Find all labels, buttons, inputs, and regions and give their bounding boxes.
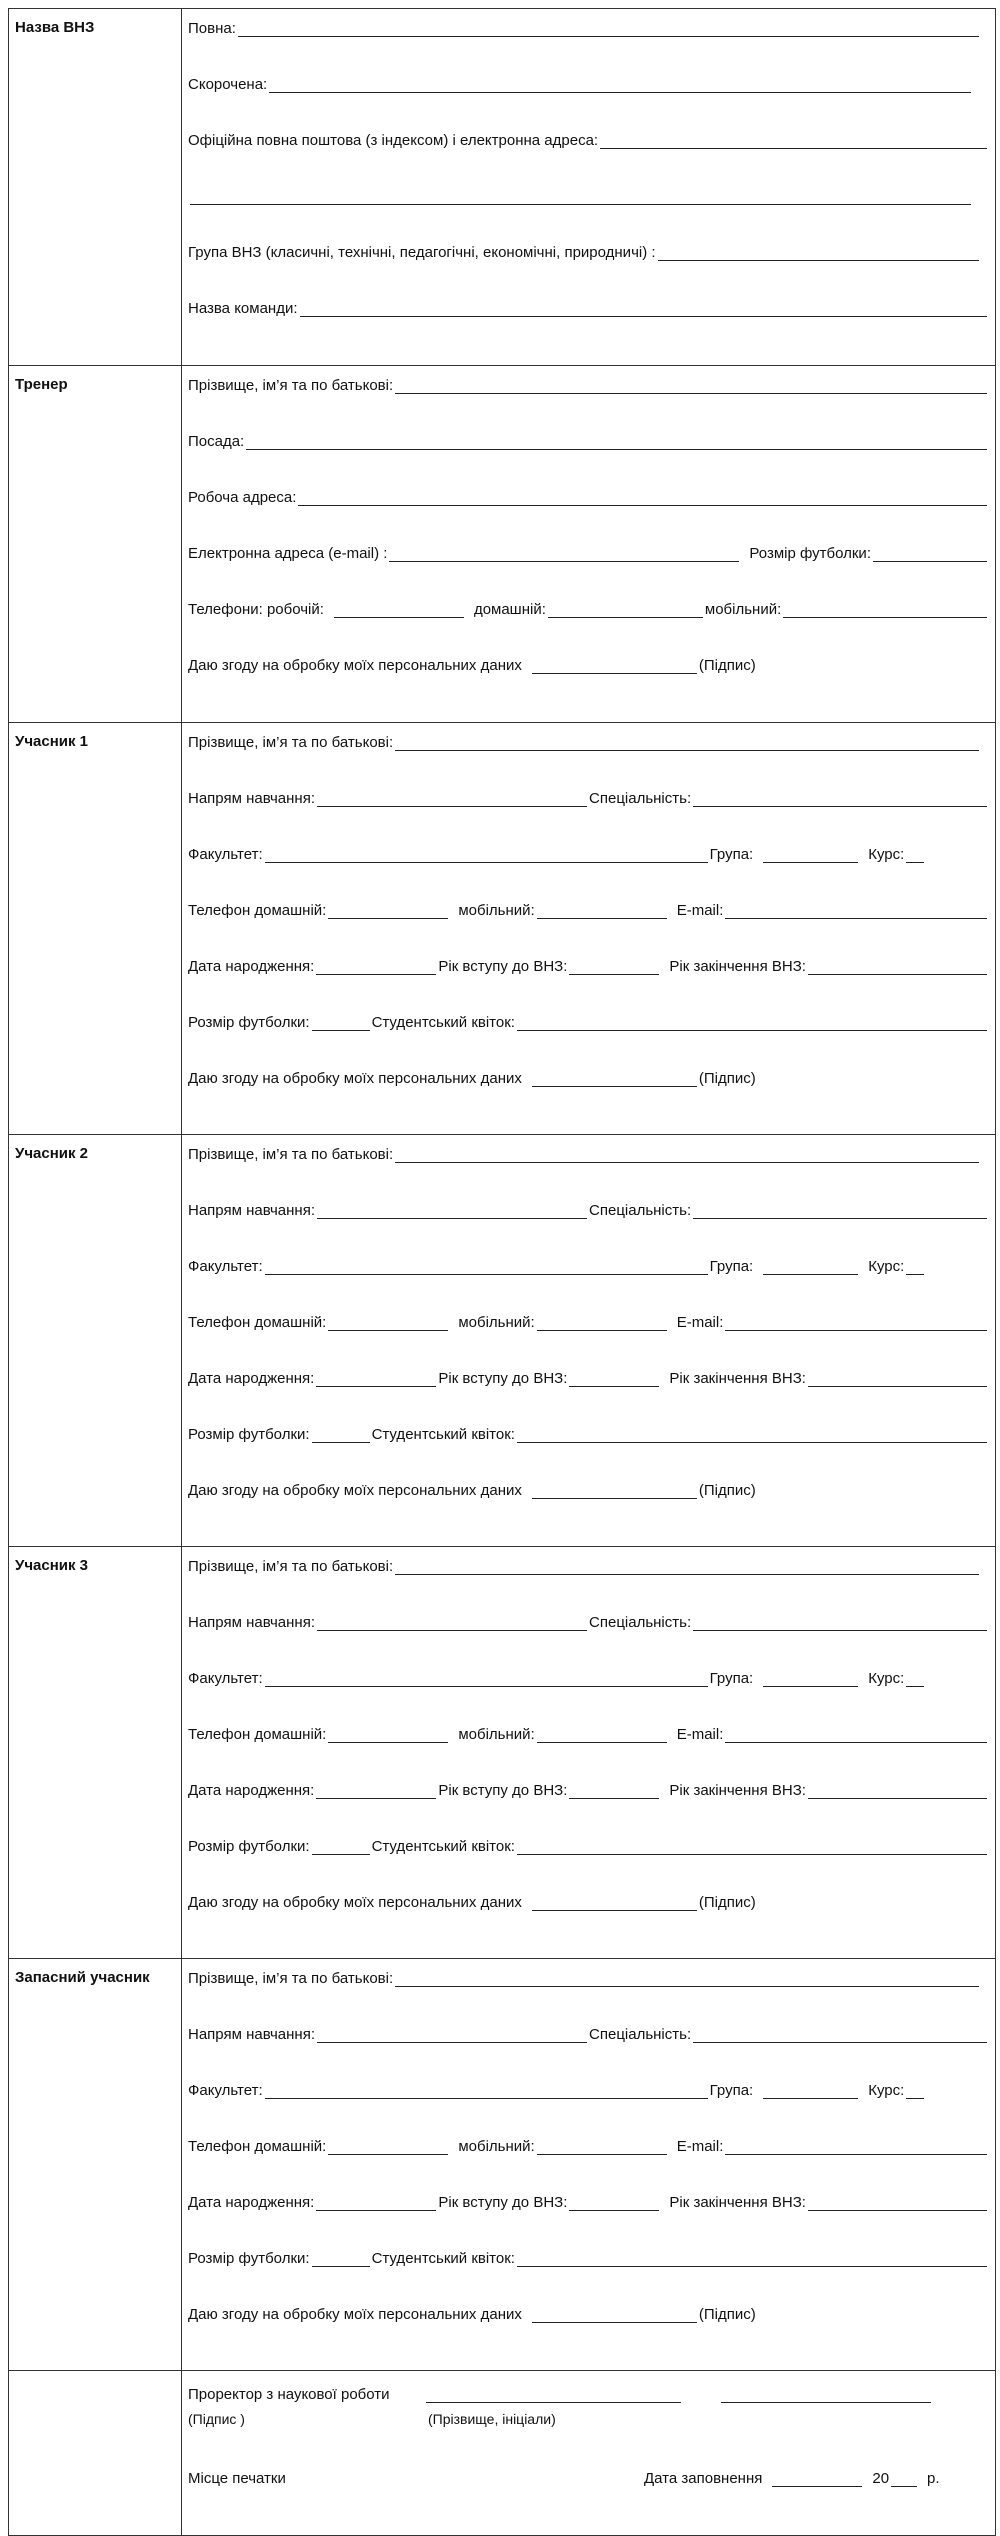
participant-entry-year-field[interactable] xyxy=(569,2196,659,2211)
coach-position-field[interactable] xyxy=(246,435,987,450)
participant-entry-year-label: Рік вступу до ВНЗ: xyxy=(438,958,568,975)
participant-direction-field[interactable] xyxy=(317,1616,587,1631)
coach-work-phone-field[interactable] xyxy=(334,603,464,618)
participant-tshirt-label: Розмір футболки: xyxy=(188,1838,310,1855)
signature-caption: (Підпис ) xyxy=(188,2411,245,2427)
participant-entry-year-field[interactable] xyxy=(569,1372,659,1387)
participant-email-field[interactable] xyxy=(725,2140,987,2155)
participant-group-label: Група: xyxy=(709,2082,754,2099)
participant-student-card-label: Студентський квіток: xyxy=(371,1426,515,1443)
application-form xyxy=(8,8,996,2536)
university-address-field-2[interactable] xyxy=(190,190,971,205)
participant-tshirt-field[interactable] xyxy=(312,1840,370,1855)
participant-faculty-label: Факультет: xyxy=(188,2082,263,2099)
participant-signature-label: (Підпис) xyxy=(698,1070,756,1087)
participant-student-card-label: Студентський квіток: xyxy=(371,1014,515,1031)
participant-entry-year-label: Рік вступу до ВНЗ: xyxy=(438,1782,568,1799)
participant-specialty-field[interactable] xyxy=(693,2028,987,2043)
participant-direction-field[interactable] xyxy=(317,1204,587,1219)
participant-grad-year-field[interactable] xyxy=(808,1784,987,1799)
year-prefix: 20 xyxy=(872,2470,890,2487)
participant-direction-field[interactable] xyxy=(317,792,587,807)
participant-2-section xyxy=(9,1135,996,1547)
participant-mobile-label: мобільний: xyxy=(458,2138,535,2155)
participant-entry-year-field[interactable] xyxy=(569,1784,659,1799)
participant-course-field[interactable] xyxy=(906,2084,924,2099)
participant-faculty-label: Факультет: xyxy=(188,1670,263,1687)
participant-birth-label: Дата народження: xyxy=(188,1370,315,1387)
participant-direction-label: Напрям навчання: xyxy=(188,2026,316,2043)
coach-email-field[interactable] xyxy=(389,547,739,562)
participant-tshirt-field[interactable] xyxy=(312,2252,370,2267)
participant-mobile-field[interactable] xyxy=(537,1728,667,1743)
participant-home-phone-label: Телефон домашній: xyxy=(188,902,327,919)
coach-mobile-field[interactable] xyxy=(783,603,987,618)
participant-group-field[interactable] xyxy=(763,1672,858,1687)
participant-email-label: E-mail: xyxy=(676,2138,724,2155)
coach-name-field[interactable] xyxy=(395,379,987,394)
participant-specialty-label: Спеціальність: xyxy=(589,1202,692,1219)
participant-home-phone-label: Телефон домашній: xyxy=(188,1726,327,1743)
participant-email-field[interactable] xyxy=(725,1728,987,1743)
participant-direction-label: Напрям навчання: xyxy=(188,1202,316,1219)
participant-birth-field[interactable] xyxy=(316,2196,436,2211)
participant-mobile-field[interactable] xyxy=(537,904,667,919)
team-name-label: Назва команди: xyxy=(188,300,298,317)
participant-birth-field[interactable] xyxy=(316,1372,436,1387)
participant-name-field[interactable] xyxy=(395,1972,979,1987)
participant-mobile-field[interactable] xyxy=(537,2140,667,2155)
participant-grad-year-label: Рік закінчення ВНЗ: xyxy=(669,1782,806,1799)
prorector-signature-field[interactable] xyxy=(426,2388,681,2403)
participant-birth-field[interactable] xyxy=(316,1784,436,1799)
participant-birth-field[interactable] xyxy=(316,960,436,975)
participant-course-label: Курс: xyxy=(868,846,905,863)
stamp-place-label: Місце печатки xyxy=(188,2470,286,2487)
participant-name-label: Прізвище, ім’я та по батькові: xyxy=(188,1558,394,1575)
participant-group-label: Група: xyxy=(709,1670,754,1687)
coach-email-label: Електронна адреса (e-mail) : xyxy=(188,545,388,562)
participant-course-label: Курс: xyxy=(868,2082,905,2099)
participant-label: Запасний учасник xyxy=(9,1959,182,2371)
participant-3-section xyxy=(9,1547,996,1959)
participant-group-label: Група: xyxy=(709,846,754,863)
participant-home-phone-field[interactable] xyxy=(328,904,448,919)
name-initials-caption: (Прізвище, ініціали) xyxy=(428,2411,556,2427)
coach-mobile-label: мобільний: xyxy=(704,601,782,618)
coach-work-address-label: Робоча адреса: xyxy=(188,489,297,506)
participant-group-field[interactable] xyxy=(763,2084,858,2099)
participant-grad-year-field[interactable] xyxy=(808,960,987,975)
participant-home-phone-label: Телефон домашній: xyxy=(188,2138,327,2155)
participant-tshirt-label: Розмір футболки: xyxy=(188,1014,310,1031)
participant-grad-year-label: Рік закінчення ВНЗ: xyxy=(669,2194,806,2211)
reserve-participant-section xyxy=(9,1959,996,2371)
year-field[interactable] xyxy=(891,2472,917,2487)
participant-faculty-label: Факультет: xyxy=(188,846,263,863)
participant-signature-label: (Підпис) xyxy=(698,1894,756,1911)
participant-grad-year-field[interactable] xyxy=(808,2196,987,2211)
participant-name-field[interactable] xyxy=(395,736,979,751)
participant-grad-year-label: Рік закінчення ВНЗ: xyxy=(669,958,806,975)
participant-course-label: Курс: xyxy=(868,1258,905,1275)
participant-signature-field[interactable] xyxy=(532,1072,697,1087)
participant-tshirt-label: Розмір футболки: xyxy=(188,1426,310,1443)
participant-course-label: Курс: xyxy=(868,1670,905,1687)
participant-direction-field[interactable] xyxy=(317,2028,587,2043)
university-label: Назва ВНЗ xyxy=(9,9,182,366)
prorector-label: Проректор з наукової роботи xyxy=(188,2386,390,2403)
coach-tshirt-field[interactable] xyxy=(873,547,987,562)
participant-group-label: Група: xyxy=(709,1258,754,1275)
participant-consent-label: Даю згоду на обробку моїх персональних даних xyxy=(188,1482,522,1499)
year-suffix: р. xyxy=(927,2470,940,2487)
participant-student-card-label: Студентський квіток: xyxy=(371,1838,515,1855)
team-name-field[interactable] xyxy=(300,302,987,317)
university-group-field[interactable] xyxy=(658,246,979,261)
participant-grad-year-field[interactable] xyxy=(808,1372,987,1387)
participant-home-phone-label: Телефон домашній: xyxy=(188,1314,327,1331)
participant-email-label: E-mail: xyxy=(676,1726,724,1743)
participant-birth-label: Дата народження: xyxy=(188,2194,315,2211)
coach-tshirt-label: Розмір футболки: xyxy=(749,545,871,562)
coach-section xyxy=(9,366,996,723)
participant-mobile-label: мобільний: xyxy=(458,1314,535,1331)
participant-home-phone-field[interactable] xyxy=(328,1316,448,1331)
participant-signature-label: (Підпис) xyxy=(698,2306,756,2323)
participant-specialty-field[interactable] xyxy=(693,1616,987,1631)
participant-student-card-field[interactable] xyxy=(517,1840,987,1855)
university-address-field[interactable] xyxy=(600,134,987,149)
participant-label: Учасник 1 xyxy=(9,723,182,1135)
participant-group-field[interactable] xyxy=(763,1260,858,1275)
participant-course-field[interactable] xyxy=(906,848,924,863)
participant-mobile-field[interactable] xyxy=(537,1316,667,1331)
participant-specialty-label: Спеціальність: xyxy=(589,790,692,807)
participant-name-label: Прізвище, ім’я та по батькові: xyxy=(188,734,394,751)
participant-email-field[interactable] xyxy=(725,1316,987,1331)
signoff-section xyxy=(9,2371,996,2536)
coach-home-phone-field[interactable] xyxy=(548,603,703,618)
participant-mobile-label: мобільний: xyxy=(458,1726,535,1743)
university-section xyxy=(9,9,996,366)
participant-group-field[interactable] xyxy=(763,848,858,863)
coach-home-phone-label: домашній: xyxy=(473,601,546,618)
participant-birth-label: Дата народження: xyxy=(188,1782,315,1799)
university-short-field[interactable] xyxy=(269,78,971,93)
university-address-label: Офіційна повна поштова (з індексом) і електронна адреса: xyxy=(188,132,599,149)
fill-date-label: Дата заповнення xyxy=(644,2470,763,2487)
participant-entry-year-field[interactable] xyxy=(569,960,659,975)
coach-work-address-field[interactable] xyxy=(298,491,987,506)
participant-signature-field[interactable] xyxy=(532,1484,697,1499)
coach-phones-label: Телефони: робочій: xyxy=(188,601,324,618)
university-short-label: Скорочена: xyxy=(188,76,268,93)
participant-faculty-field[interactable] xyxy=(265,1672,708,1687)
participant-home-phone-field[interactable] xyxy=(328,1728,448,1743)
participant-email-field[interactable] xyxy=(725,904,987,919)
participant-signature-label: (Підпис) xyxy=(698,1482,756,1499)
participant-consent-label: Даю згоду на обробку моїх персональних даних xyxy=(188,1070,522,1087)
participant-name-label: Прізвище, ім’я та по батькові: xyxy=(188,1146,394,1163)
participant-direction-label: Напрям навчання: xyxy=(188,790,316,807)
participant-tshirt-field[interactable] xyxy=(312,1016,370,1031)
participant-faculty-field[interactable] xyxy=(265,848,708,863)
participant-specialty-label: Спеціальність: xyxy=(589,1614,692,1631)
participant-grad-year-label: Рік закінчення ВНЗ: xyxy=(669,1370,806,1387)
coach-name-label: Прізвище, ім’я та по батькові: xyxy=(188,377,394,394)
participant-entry-year-label: Рік вступу до ВНЗ: xyxy=(438,1370,568,1387)
participant-label: Учасник 2 xyxy=(9,1135,182,1547)
participant-direction-label: Напрям навчання: xyxy=(188,1614,316,1631)
participant-course-field[interactable] xyxy=(906,1672,924,1687)
participant-home-phone-field[interactable] xyxy=(328,2140,448,2155)
participant-1-section xyxy=(9,723,996,1135)
participant-birth-label: Дата народження: xyxy=(188,958,315,975)
university-full-label: Повна: xyxy=(188,20,236,37)
fill-date-field[interactable] xyxy=(772,2472,862,2487)
participant-consent-label: Даю згоду на обробку моїх персональних даних xyxy=(188,2306,522,2323)
coach-position-label: Посада: xyxy=(188,433,245,450)
participant-tshirt-field[interactable] xyxy=(312,1428,370,1443)
coach-signature-field[interactable] xyxy=(532,659,697,674)
participant-tshirt-label: Розмір футболки: xyxy=(188,2250,310,2267)
participant-student-card-field[interactable] xyxy=(517,1428,987,1443)
participant-email-label: E-mail: xyxy=(676,1314,724,1331)
participant-name-field[interactable] xyxy=(395,1148,979,1163)
participant-student-card-field[interactable] xyxy=(517,1016,987,1031)
participant-consent-label: Даю згоду на обробку моїх персональних даних xyxy=(188,1894,522,1911)
participant-specialty-field[interactable] xyxy=(693,1204,987,1219)
participant-faculty-field[interactable] xyxy=(265,1260,708,1275)
university-full-field[interactable] xyxy=(238,22,979,37)
participant-student-card-label: Студентський квіток: xyxy=(371,2250,515,2267)
participant-faculty-field[interactable] xyxy=(265,2084,708,2099)
participant-specialty-label: Спеціальність: xyxy=(589,2026,692,2043)
participant-student-card-field[interactable] xyxy=(517,2252,987,2267)
coach-consent-label: Даю згоду на обробку моїх персональних даних xyxy=(188,657,522,674)
participant-name-field[interactable] xyxy=(395,1560,979,1575)
participant-faculty-label: Факультет: xyxy=(188,1258,263,1275)
participant-signature-field[interactable] xyxy=(532,1896,697,1911)
coach-label: Тренер xyxy=(9,366,182,723)
participant-signature-field[interactable] xyxy=(532,2308,697,2323)
participant-course-field[interactable] xyxy=(906,1260,924,1275)
university-group-label: Група ВНЗ (класичні, технічні, педагогічні, економічні, природничі) : xyxy=(188,244,656,261)
participant-mobile-label: мобільний: xyxy=(458,902,535,919)
participant-email-label: E-mail: xyxy=(676,902,724,919)
participant-name-label: Прізвище, ім’я та по батькові: xyxy=(188,1970,394,1987)
prorector-name-field[interactable] xyxy=(721,2388,931,2403)
participant-label: Учасник 3 xyxy=(9,1547,182,1959)
coach-signature-label: (Підпис) xyxy=(698,657,756,674)
participant-entry-year-label: Рік вступу до ВНЗ: xyxy=(438,2194,568,2211)
participant-specialty-field[interactable] xyxy=(693,792,987,807)
